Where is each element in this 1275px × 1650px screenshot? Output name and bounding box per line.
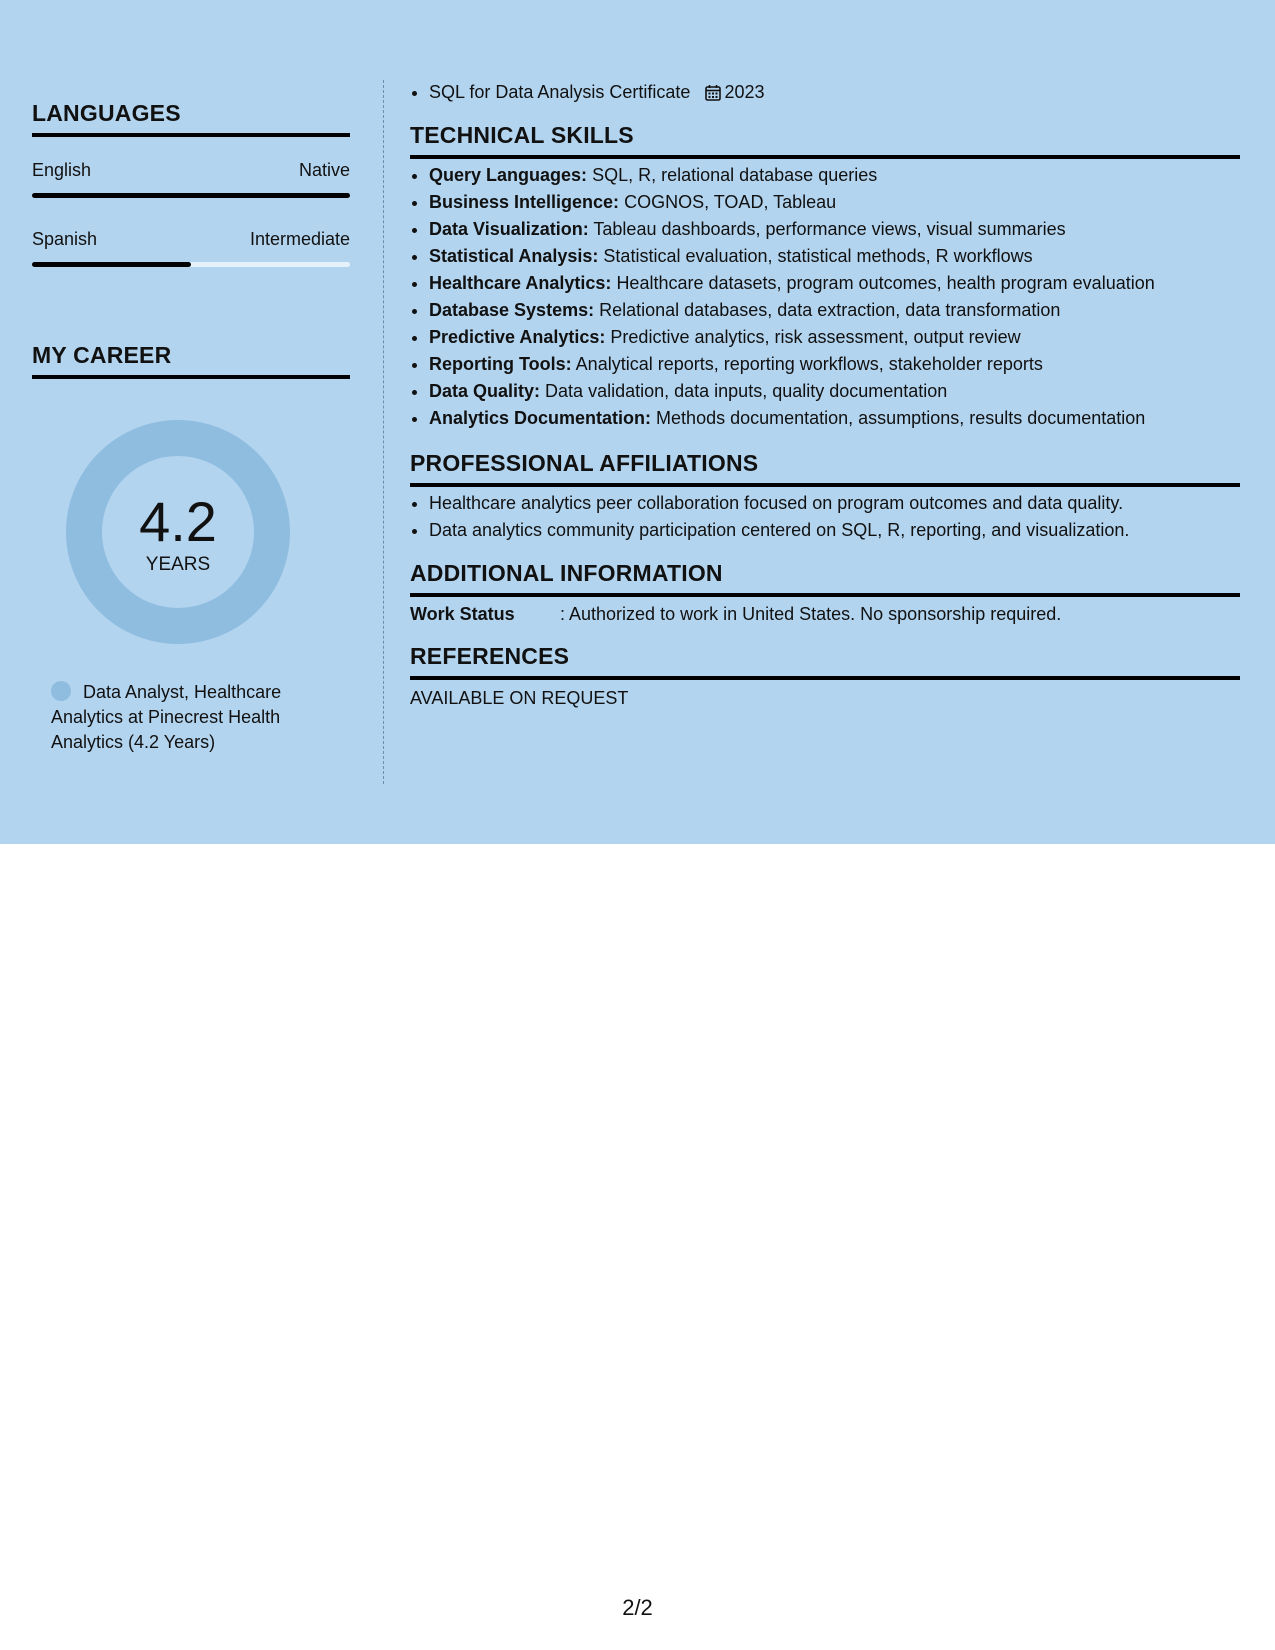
skill-item <box>429 351 1259 378</box>
language-bar-fill <box>32 193 350 198</box>
skill-item <box>429 324 1259 351</box>
skill-item <box>429 216 1259 243</box>
skill-value: Tableau dashboards, performance views, visual summaries <box>593 219 1066 239</box>
skill-label: Data Visualization: <box>429 219 589 239</box>
technical-skills-list <box>410 162 1259 432</box>
calendar-icon <box>705 82 721 109</box>
language-bar <box>32 193 350 198</box>
references-title: REFERENCES <box>410 643 1240 680</box>
skill-label: Statistical Analysis: <box>429 246 599 266</box>
skill-label: Analytics Documentation: <box>429 408 652 428</box>
language-name: English <box>32 160 92 180</box>
skill-label: Predictive Analytics: <box>429 327 606 347</box>
career-donut-chart <box>66 420 290 644</box>
work-status-row <box>410 604 1240 625</box>
legend-dot-icon <box>51 681 71 701</box>
language-level: Intermediate <box>249 229 350 249</box>
affiliations-title: PROFESSIONAL AFFILIATIONS <box>410 450 1240 487</box>
work-status-label: Work Status <box>410 604 515 624</box>
list-item: • Data analytics community participation centered on SQL, R, reporting, and visualization. <box>429 517 1259 544</box>
skill-label: Data Quality: <box>429 381 541 401</box>
skill-label: Business Intelligence: <box>429 192 620 212</box>
career-years-label: YEARS <box>145 554 211 575</box>
skill-label: Database Systems: <box>429 300 595 320</box>
career-total-years: 4.2 <box>139 490 217 553</box>
column-divider <box>383 80 384 784</box>
skill-value: Analytical reports, reporting workflows, stakeholder reports <box>575 354 1043 374</box>
skill-value: Predictive analytics, risk assessment, output review <box>610 327 1021 347</box>
skill-value: Relational databases, data extraction, data transformation <box>599 300 1061 320</box>
career-title: MY CAREER <box>32 342 350 379</box>
language-name: Spanish <box>32 229 98 249</box>
skill-item <box>429 405 1259 432</box>
skill-label: Query Languages: <box>429 165 588 185</box>
skill-label: Healthcare Analytics: <box>429 273 612 293</box>
skill-value: SQL, R, relational database queries <box>592 165 878 185</box>
skill-value: Data validation, data inputs, quality documentation <box>545 381 948 401</box>
skill-item <box>429 162 1259 189</box>
skill-item <box>429 189 1259 216</box>
skill-value: Methods documentation, assumptions, results documentation <box>656 408 1146 428</box>
skill-label: Reporting Tools: <box>429 354 572 374</box>
skill-item <box>429 243 1259 270</box>
certificate-name: SQL for Data Analysis Certificate <box>429 82 691 102</box>
skill-item <box>429 378 1259 405</box>
career-legend-item <box>51 680 341 755</box>
language-bar-fill <box>32 262 191 267</box>
technical-skills-title: TECHNICAL SKILLS <box>410 122 1240 159</box>
skill-value: COGNOS, TOAD, Tableau <box>624 192 837 212</box>
list-item <box>429 79 1259 109</box>
skill-value: Healthcare datasets, program outcomes, health program evaluation <box>616 273 1155 293</box>
certificates-list <box>410 79 1259 109</box>
skill-item <box>429 297 1259 324</box>
legend-label: Data Analyst, Healthcare Analytics at Pinecrest Health Analytics (4.2 Years) <box>51 682 282 752</box>
skill-item <box>429 270 1259 297</box>
language-level: Native <box>298 160 350 180</box>
language-spanish <box>32 229 350 267</box>
additional-info-title: ADDITIONAL INFORMATION <box>410 560 1240 597</box>
languages-title: LANGUAGES <box>32 100 350 137</box>
language-english <box>32 160 350 198</box>
affiliations-list <box>410 490 1259 544</box>
list-item: • Healthcare analytics peer collaboration focused on program outcomes and data quality. <box>429 490 1259 517</box>
skill-value: Statistical evaluation, statistical methods, R workflows <box>603 246 1033 266</box>
language-bar <box>32 262 350 267</box>
work-status-value: : Authorized to work in United States. No sponsorship required. <box>560 604 1062 624</box>
page-number: 2/2 <box>622 1595 653 1620</box>
certificate-year: 2023 <box>724 82 765 102</box>
references-text: AVAILABLE ON REQUEST <box>410 688 629 708</box>
